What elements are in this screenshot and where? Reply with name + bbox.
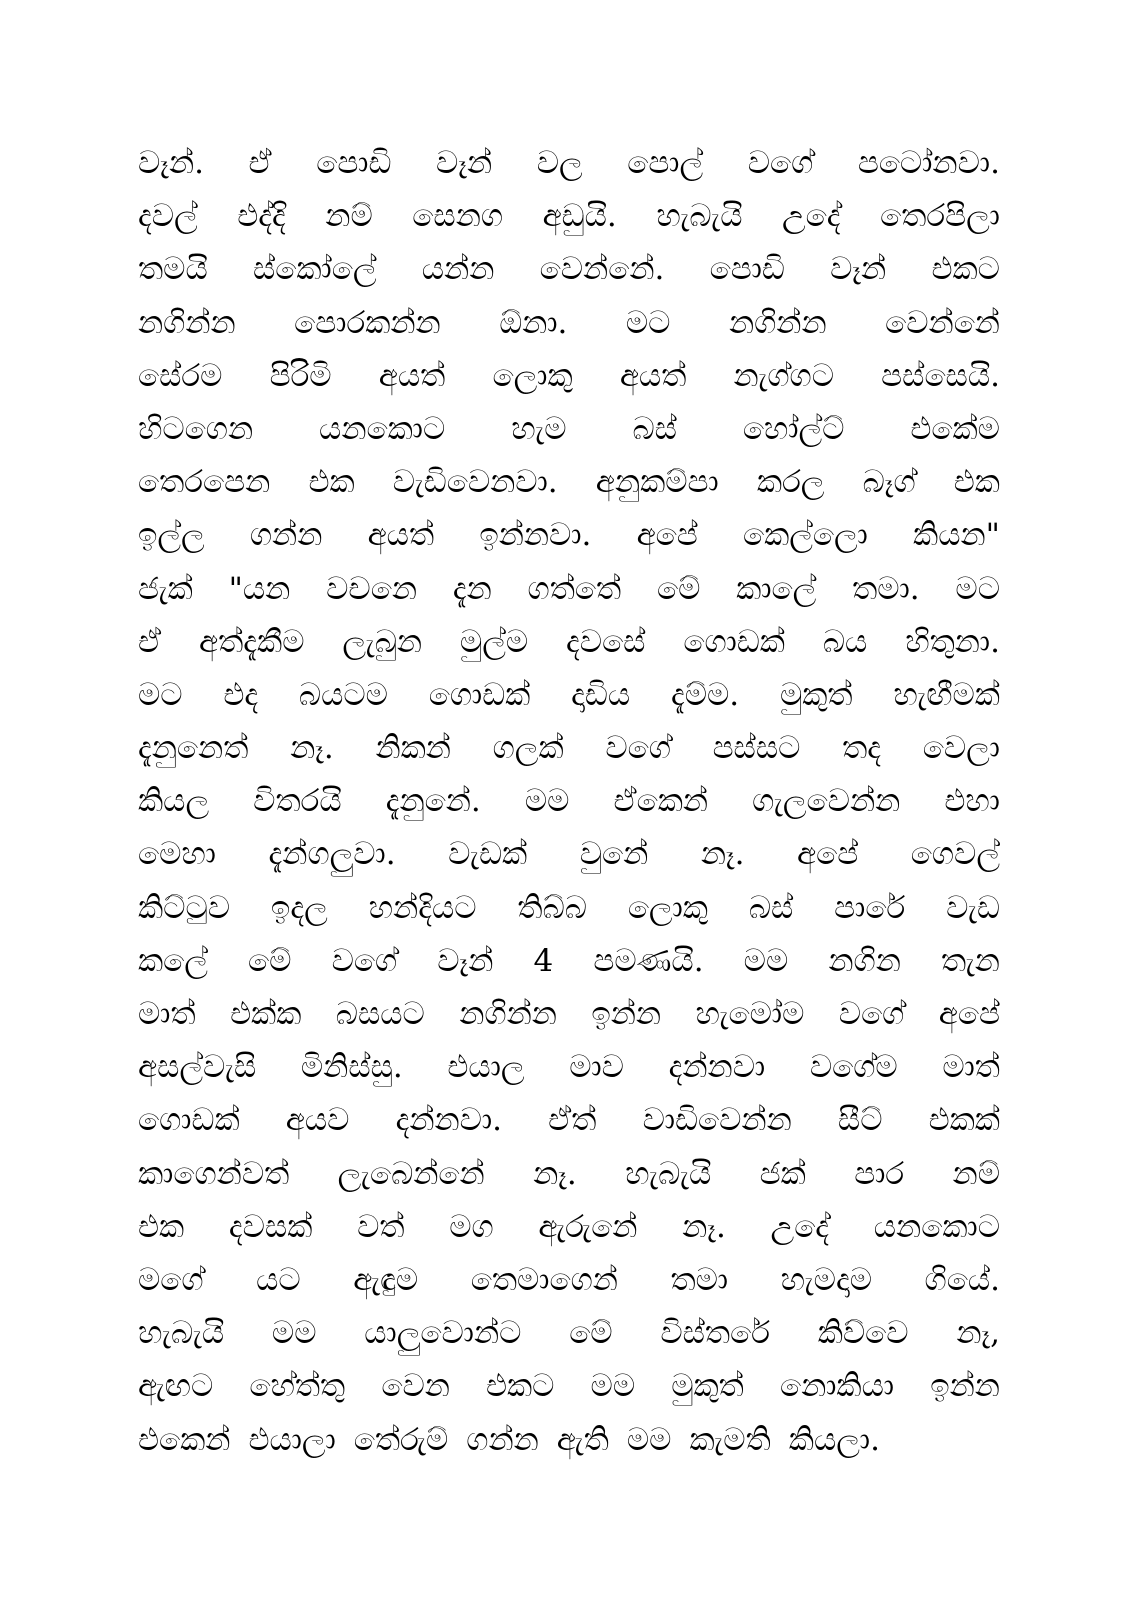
word: අයත් [367,517,435,554]
word: මට [625,304,671,341]
word: අයත් [619,357,687,394]
word: මම [743,942,789,979]
word: වැඩ [946,889,1000,926]
word: නගින්න [728,304,827,341]
word: ඉන්න [930,1368,1000,1405]
word: උදේ [770,1208,830,1245]
word: දන්නවා [668,1049,766,1086]
word: නෑ. [533,1155,577,1192]
word: ඇඳුම [353,1261,419,1298]
text-line [138,882,1000,935]
word: හැමදාම [780,1261,873,1298]
word: එද [223,676,259,713]
word: නම් [952,1155,1000,1192]
word: ස්කෝලේ [252,251,377,288]
word: එකට [486,1368,555,1405]
word: ජැක් [138,570,193,607]
word: අයව [285,1102,350,1139]
word: එයාලා [248,1421,336,1458]
word: ලොකු [627,889,708,926]
word: එයාල [447,1049,525,1086]
word: ගන්න [249,517,323,554]
text-line [138,509,1000,562]
word: ඉදල [270,889,328,926]
word: හැඟීමක් [893,676,1000,713]
text-line [138,243,1000,296]
word: මුකුත් [779,676,853,713]
word: වෙන්නේ. [539,251,665,288]
word: හැබැයි [625,1155,712,1192]
word: නෑ, [956,1315,1000,1352]
word: වචනෙ [326,570,418,607]
word: මුකුත් [671,1368,744,1405]
text-line [138,1414,1000,1467]
word: අනුකම්පා [595,464,719,501]
word: එකට [931,251,1000,288]
word: බස් [632,410,677,447]
word: මාව [569,1049,624,1086]
word: දැම්ම. [670,676,740,713]
word: වෑන් [437,942,494,979]
word: ඉල්ල [138,517,205,554]
word: ගොඩක් [428,676,531,713]
word: තේරුම් [353,1421,449,1458]
word: ඉන්නවා. [479,517,592,554]
word: තිබ්බ [517,889,587,926]
word: තෙරපෙන [138,464,271,501]
word: මාත් [942,1049,1000,1086]
word: ඒ [138,623,162,660]
word: වගේ [331,942,398,979]
text-line [138,456,1000,509]
word: මේ [569,1315,613,1352]
word: වගේ [747,145,814,181]
word: බයටම [298,676,388,713]
word: යන්න [421,251,495,288]
word: හැමෝම [695,996,805,1032]
word: 4 [533,942,554,979]
word: හැබැයි [138,1315,225,1352]
word: ගත්තේ [527,570,622,607]
text-line [138,297,1000,350]
word: කියන" [913,517,1000,554]
word: පාර [854,1155,905,1192]
word: කිව්වෙ [817,1315,909,1352]
word: දාඩිය [571,676,631,713]
word: තමයි [138,251,208,288]
word: ඇරුනේ [538,1208,638,1245]
word: ගන්න [466,1421,539,1458]
word: වගේම [809,1049,898,1086]
word: නගින [828,942,901,979]
word: තමා. [852,570,920,607]
text-line [138,775,1000,828]
word: නගින්න [459,996,557,1032]
word: එක [138,1208,185,1245]
word: ගෙවල් [910,836,1000,873]
word: ලැබෙන්නේ [337,1155,485,1192]
word: ඉන්න [591,996,662,1032]
word: එහා [944,783,1000,820]
word: ඕනා. [499,304,568,341]
word: මේ [248,942,292,979]
word: අපේ [797,836,859,873]
word: දැන [452,570,492,607]
word: මම [626,1421,672,1458]
word: බෑග් [862,464,916,501]
word: නෑ. [700,836,745,873]
word: සෙනග [412,198,504,235]
word: තෙරපිලා [880,198,1000,235]
word: මිනිස්සු. [300,1049,403,1086]
word: මම [271,1315,317,1352]
word: පටෝනවා. [857,145,1000,181]
text-line [138,403,1000,456]
word: නිකන් [375,730,451,767]
text-line [138,722,1000,775]
word: ගලක් [492,730,564,767]
word: බසයට [335,996,425,1032]
word: පොල් [627,145,704,181]
word: ඇති [556,1421,609,1458]
word: මෙහා [138,836,216,873]
word: "යන [228,570,291,607]
word: කාගෙන්වත් [138,1155,290,1192]
word: හැබැයි [656,198,743,235]
word: එක්ක [230,996,302,1032]
word: නෑ. [290,730,334,767]
word: යනකොට [319,410,446,447]
word: දවසක් [228,1208,313,1245]
word: පස්සට [712,730,801,767]
word: හෝල්ට් [742,410,845,447]
text-line [138,563,1000,616]
word: සේරම [138,357,223,394]
word: ගැලවෙන්න [752,783,901,820]
text-line [138,616,1000,669]
word: වැඩිවෙනවා. [392,464,558,501]
word: බස් [748,889,794,926]
word: හේත්තු [249,1368,346,1405]
word: අපේ [938,996,1000,1032]
word: මට [138,676,183,713]
word: කියලා. [788,1421,880,1458]
word: කිට්ටුව [138,889,231,926]
word: වාඩිවෙන්න [642,1102,792,1139]
word: කාලේ [736,570,817,607]
text-line [138,1201,1000,1254]
word: එක [953,464,1000,501]
word: විස්තරේ [660,1315,770,1352]
word: විතරයි [253,783,342,820]
word: එකක් [928,1102,1000,1139]
word: ගියේ. [924,1261,1000,1298]
word: නැග්ගට [733,357,834,394]
word: වෙන්නේ [885,304,1000,341]
word: හැම [511,410,567,447]
word: හිටගෙන [138,410,254,447]
word: වෑන් [436,145,493,181]
word: කැමති [689,1421,771,1458]
word: පාරේ [834,889,906,926]
word: මට [955,570,1000,607]
word: මේ [656,570,701,607]
word: ඒත් [548,1102,597,1139]
text-line [138,1148,1000,1201]
word: සීට් [837,1102,883,1139]
word: හන්දියට [368,889,477,926]
word: යාලුවොන්ට [364,1315,522,1352]
text-line [138,935,1000,988]
word: දැනුනෙත් [138,730,249,767]
word: දැනුනේ. [385,783,481,820]
word: නම් [325,198,373,235]
word: තද [842,730,882,767]
word: පොඩි [316,145,392,181]
text-line [138,1254,1000,1307]
word: නොකියා [779,1368,895,1405]
text-line [138,828,1000,881]
word: නෑ. [682,1208,726,1245]
word: මග [449,1208,494,1245]
word: ජක් [759,1155,806,1192]
word: බය [822,623,868,660]
word: උදේ [782,198,841,235]
word: අසල්වැසි [138,1049,257,1086]
word: අත්දැකීම [199,623,305,660]
text-line [138,350,1000,403]
text-line [138,988,1000,1041]
word: වෙන [381,1368,450,1405]
word: පොඩි [709,251,785,288]
word: ඒකෙන් [613,783,709,820]
word: ගොඩක් [683,623,785,660]
word: තෙමාගෙන් [470,1261,618,1298]
word: එකේම [910,410,1000,447]
word: වෑන්. [138,145,204,181]
word: දන්නවා. [395,1102,503,1139]
word: පොරකන්න [294,304,441,341]
word: දවල් [138,198,198,235]
text-line [138,669,1000,722]
word: ගොඩක් [138,1102,240,1139]
word: යට [256,1261,301,1298]
text-line [138,1360,1000,1413]
word: කෙල්ලො [742,517,868,554]
word: වුනේ [579,836,649,873]
word: නගින්න [138,304,236,341]
word: වල [536,145,583,181]
word: ඒ [248,145,272,181]
body-text [138,137,1000,1467]
word: වගේ [605,730,671,767]
text-line [138,1094,1000,1147]
word: කරල [756,464,825,501]
word: ඇඟට [138,1368,214,1405]
word: වත් [357,1208,405,1245]
word: ලොකු [492,357,573,394]
word: යනකොට [873,1208,1000,1245]
word: දැන්ගලුවා. [268,836,396,873]
word: මම [590,1368,636,1405]
word: අඩුයි. [542,198,617,235]
word: වගේ [838,996,905,1032]
word: වෑන් [830,251,887,288]
word: කලේ [138,942,208,979]
word: කියල [138,783,210,820]
word: පිරිමි [269,357,332,394]
word: මුල්ම [459,623,529,660]
text-line [138,190,1000,243]
word: අපේ [636,517,698,554]
word: තමා [670,1261,729,1298]
word: එද්දි [237,198,286,235]
word: වෙලා [922,730,1000,767]
word: ලැබුන [342,623,423,660]
text-line [138,1041,1000,1094]
word: පස්සෙයි. [881,357,1000,394]
word: එකෙන් [138,1421,231,1458]
word: පමණයි. [593,942,704,979]
word: මම [524,783,570,820]
word: එක [308,464,355,501]
word: වැඩක් [448,836,528,873]
word: දවසේ [566,623,646,660]
text-line [138,137,1000,190]
word: අයත් [378,357,446,394]
word: මගේ [138,1261,204,1298]
word: හිතුනා. [905,623,1000,660]
word: තැන [940,942,1000,979]
text-line [138,1307,1000,1360]
word: මාත් [138,996,196,1032]
